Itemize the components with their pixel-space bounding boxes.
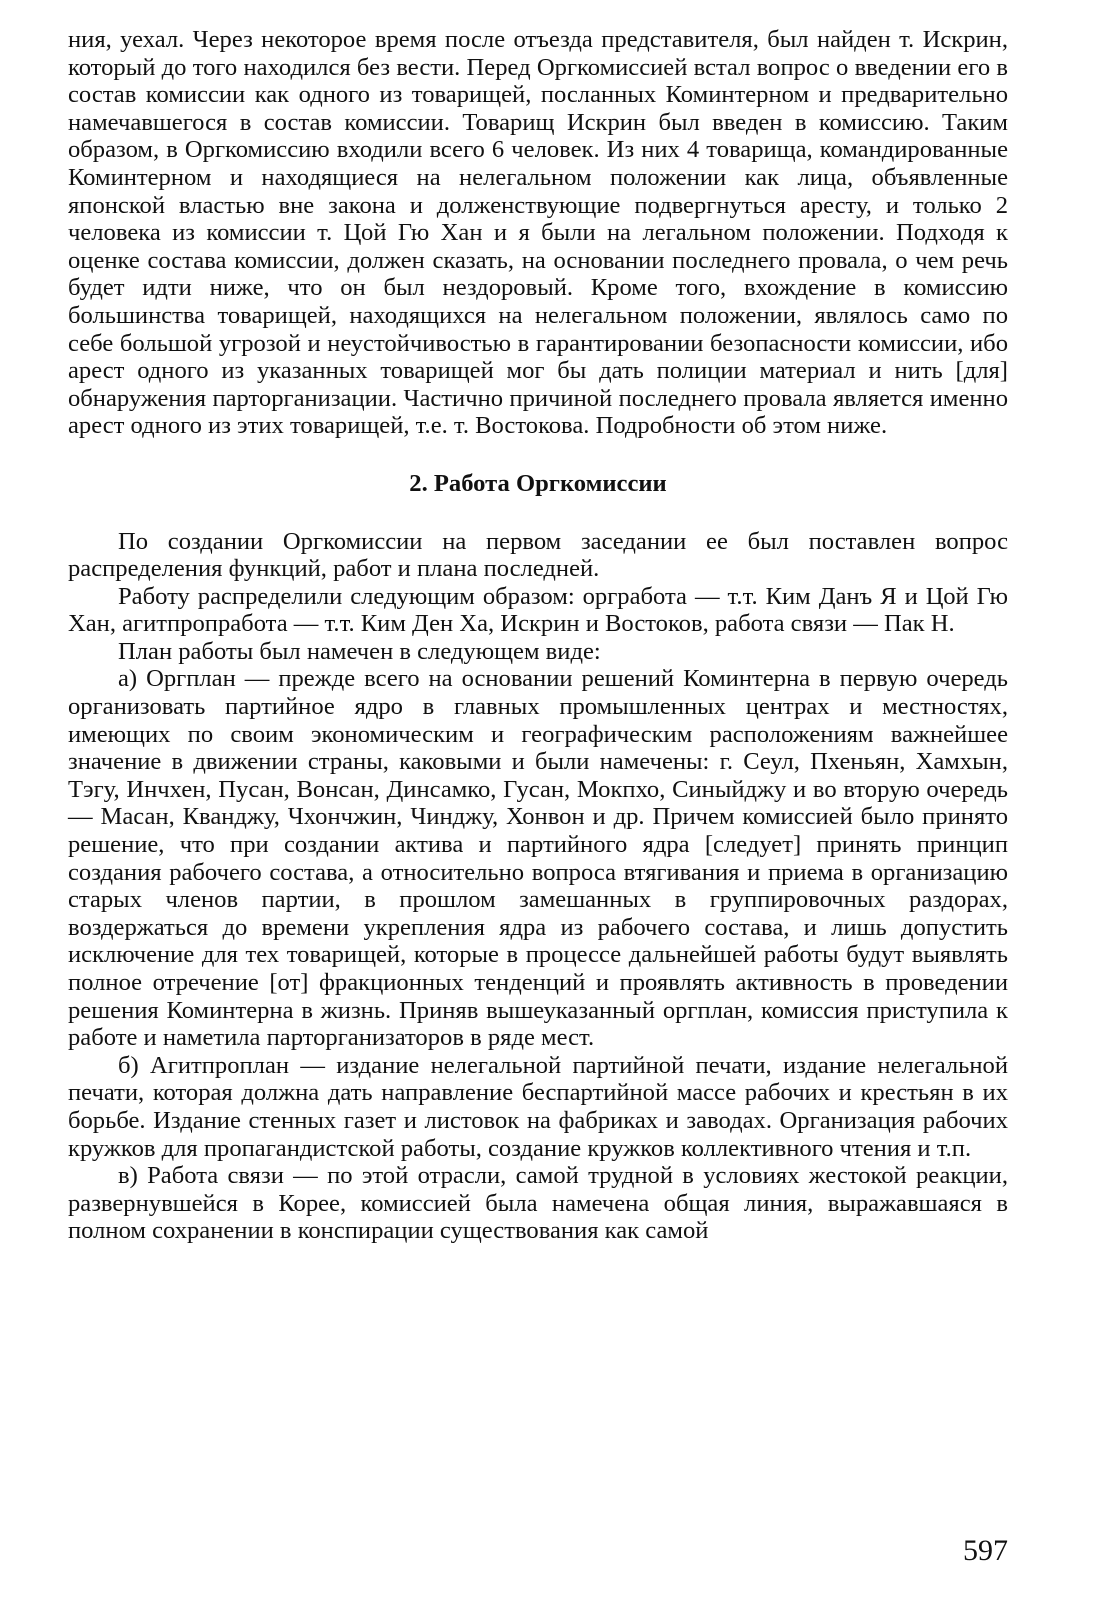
- paragraph-agitprop: б) Агитпроплан — издание нелегальной партийной печати, издание нелегальной печати, которая должна дать направление беспартийной массе рабочих и крестьян в их борьбе. Издание стенных газет и листовок на фабриках и заводах. Организация рабочих кружков для пропагандистской работы, создание кружков коллективного чтения и т.п.: [68, 1051, 1008, 1162]
- paragraph-plan-intro: План работы был намечен в следующем виде:: [118, 637, 601, 665]
- document-page: [68, 26, 1008, 1245]
- section-heading: 2. Работа Оргкомиссии: [409, 469, 667, 497]
- paragraph-orgplan: а) Оргплан — прежде всего на основании решений Коминтерна в первую очередь организовать партийное ядро в главных промышленных центрах и местностях, имеющих по своим экономическим и географическим расположениям важнейшее значение в движении страны, каковыми и были намечены: г. Сеул, Пхеньян, Хамхын, Тэгу, Инчхен, Пусан, Вонсан, Динсамко, Гусан, Мокпхо, Синыйджу и во вторую очередь — Масан, Кванджу, Чхончжин, Чинджу, Хонвон и др. Причем комиссией было принято решение, что при создании актива и партийного ядра [следует] принять принцип создания рабочего состава, а относительно вопроса втягивания и приема в организацию старых членов партии, в прошлом замешанных в группировочных раздорах, воздержаться до времени укрепления ядра из рабочего состава, и лишь допустить исключение для тех товарищей, которые в процессе дальнейшей работы будут выявлять полное отречение [от] фракционных тенденций и проявлять активность в проведении решения Коминтерна в жизнь. Приняв вышеуказанный оргплан, комиссия приступила к работе и наметила парторганизаторов в ряде мест.: [68, 665, 1008, 1052]
- page-number: 597: [963, 1534, 1008, 1567]
- paragraph-communications: в) Работа связи — по этой отрасли, самой трудной в условиях жестокой реакции, развернувшейся в Корее, комиссией была намечена общая линия, выражавшаяся в полном сохранении в конспирации существования как самой: [68, 1162, 1008, 1245]
- paragraph-distribution: Работу распределили следующим образом: оргработа — т.т. Ким Данъ Я и Цой Гю Хан, агитпропработа — т.т. Ким Ден Ха, Искрин и Востоков, работа связи — Пак Н.: [68, 582, 1008, 638]
- paragraph-creation: По создании Оргкомиссии на первом заседании ее был поставлен вопрос распределения функций, работ и плана последней.: [68, 527, 1008, 583]
- intro-paragraph: ния, уехал. Через некоторое время после отъезда представителя, был найден т. Искрин, который до того находился без вести. Перед Оргкомиссией встал вопрос о введении его в состав комиссии как одного из товарищей, посланных Коминтерном и предварительно намечавшегося в состав комиссии. Товарищ Искрин был введен в комиссию. Таким образом, в Оргкомиссию входили всего 6 человек. Из них 4 товарища, командированные Коминтерном и находящиеся на нелегальном положении как лица, объявленные японской властью вне закона и долженствующие подвергнуться аресту, и только 2 человека из комиссии т. Цой Гю Хан и я были на легальном положении. Подходя к оценке состава комиссии, должен сказать, на основании последнего провала, о чем речь будет идти ниже, что он был нездоровый. Кроме того, вхождение в комиссию большинства товарищей, находящихся на нелегальном положении, являлось само по себе большой угрозой и неустойчивостью в гарантировании безопасности комиссии, ибо арест одного из указанных товарищей мог бы дать полиции материал и нить [для] обнаружения парторганизации. Частично причиной последнего провала является именно арест одного из этих товарищей, т.е. т. Востокова. Подробности об этом ниже.: [68, 26, 1008, 440]
